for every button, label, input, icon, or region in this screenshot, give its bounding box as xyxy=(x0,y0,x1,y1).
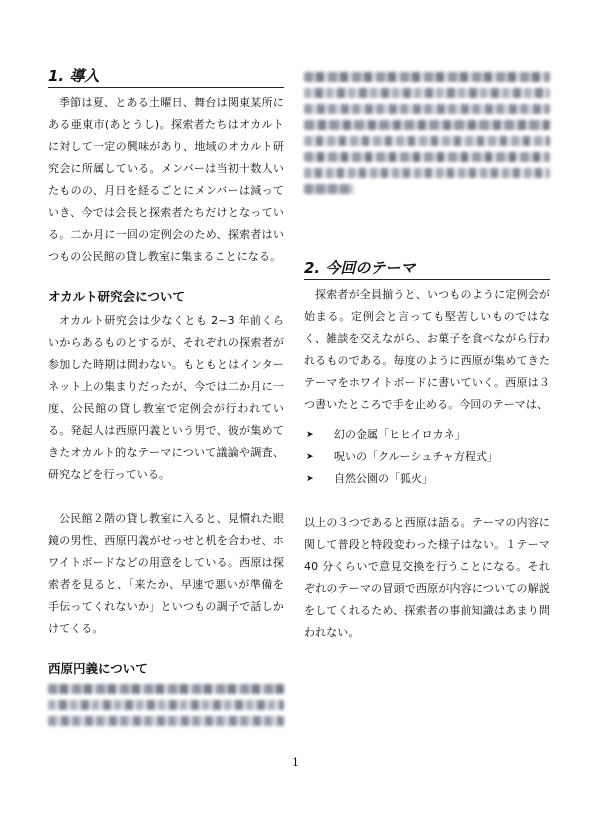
redacted-line xyxy=(304,152,550,162)
list-item xyxy=(304,468,550,490)
redacted-text-block xyxy=(48,684,284,726)
redacted-line xyxy=(304,88,550,98)
theme-text: 自然公園の「狐火」 xyxy=(334,472,433,485)
theme-text: 幻の金属「ヒヒイロカネ」 xyxy=(334,428,466,441)
left-column xyxy=(48,66,284,732)
theme-text: 呪いの「クルーシュチャ方程式」 xyxy=(334,450,498,463)
arrow-bullet-icon: ➤ xyxy=(306,430,314,440)
intro-paragraph: 季節は夏、とある土曜日、舞台は関東某所にある亜東市(あとうし)。探索者たちはオカルトに対して一定の興味があり、地域のオカルト研究会に所属している。メンバーは当初十数人いたものの、月日を経るごとにメンバーは減っていき、今では会長と探索者たちだけとなっている。二か月に一回の定例会のため、探索者はいつもの公民館の貸し教室に集まることになる。 xyxy=(48,96,284,263)
theme-list xyxy=(304,424,550,490)
section-heading-theme: 2. 今回のテーマ xyxy=(304,258,550,280)
redacted-line xyxy=(304,72,550,82)
redacted-line xyxy=(304,120,550,130)
redacted-line xyxy=(304,104,550,114)
community-center-paragraph: 公民館２階の貸し教室に入ると、見慣れた眼鏡の男性、西原円義がせっせと机を合わせ、ホワイトボードなどの用意をしている。西原は探索者を見ると、「来たか、早速で悪いが準備を手伝ってくれないか」といつもの調子で話しかけてくる。 xyxy=(48,512,284,635)
occult-club-paragraph: オカルト研究会は少なくとも 2~3 年前くらいからあるものとするが、それぞれの探索者が参加した時期は問わない。もともとはインターネット上の集まりだったが、今では二か月に一度、公民館の貸し教室で定例会が行われている。発起人は西原円義という男で、彼が集めてきたオカルト的なテーマについて議論や調査、研究などを行っている。 xyxy=(48,314,284,481)
section-heading-introduction: 1. 導入 xyxy=(48,66,284,88)
list-item xyxy=(304,424,550,446)
redacted-line xyxy=(48,716,284,726)
arrow-bullet-icon: ➤ xyxy=(306,452,314,462)
redacted-line xyxy=(304,184,353,194)
subheading-occult-club: オカルト研究会について xyxy=(48,289,185,304)
redacted-line xyxy=(48,684,284,694)
right-column xyxy=(304,66,550,644)
theme-summary-paragraph: 以上の３つであると西原は語る。テーマの内容に関して普段と特段変わった様子はない。１テーマ 40 分くらいで意見交換を行うことになる。それぞれのテーマの冒頭で西原が内容についての解説をしてくれるため、探索者の事前知識はあまり問われない。 xyxy=(304,516,550,639)
page-number: 1 xyxy=(292,756,299,769)
arrow-bullet-icon: ➤ xyxy=(306,474,314,484)
subheading-nishihara: 西原円義について xyxy=(48,661,148,676)
redacted-line xyxy=(304,168,550,178)
redacted-line xyxy=(304,136,550,146)
list-item xyxy=(304,446,550,468)
redacted-text-block xyxy=(304,72,550,194)
redacted-line xyxy=(48,700,284,710)
theme-intro-paragraph: 探索者が全員揃うと、いつものように定例会が始まる。定例会と言っても堅苦しいものではなく、雑談を交えながら、お菓子を食べながら行われるものである。毎度のように西原が集めてきたテーマをホワイトボードに書いていく。西原は３つ書いたところで手を止める。今回のテーマは、 xyxy=(304,288,550,411)
